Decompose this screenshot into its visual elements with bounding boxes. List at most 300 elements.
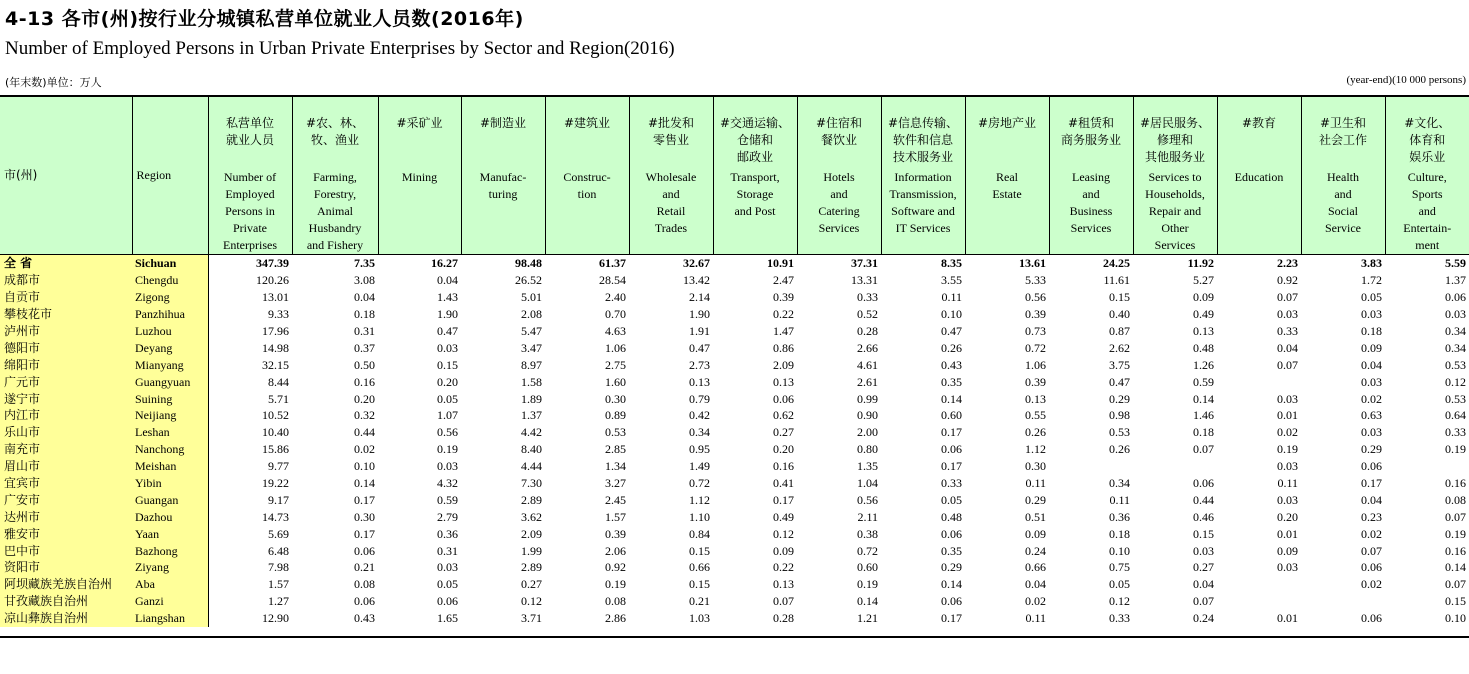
header-col-cn: #信息传输、 软件和信息 技术服务业 <box>887 116 959 164</box>
value-cell: 0.03 <box>1361 425 1382 440</box>
header-col-cn: #建筑业 <box>563 116 611 130</box>
region-name-en: Luzhou <box>132 323 208 340</box>
region-name-en: Yibin <box>132 475 208 492</box>
value-cell: 0.29 <box>1109 391 1130 406</box>
value-cell: 0.36 <box>1109 509 1130 524</box>
value-cell: 0.47 <box>941 324 962 338</box>
value-cell: 0.01 <box>1277 408 1298 423</box>
value-cell: 2.89 <box>521 492 542 507</box>
value-cell: 0.06 <box>773 391 794 406</box>
value-cell: 0.56 <box>437 425 458 440</box>
value-cell: 1.99 <box>521 543 542 558</box>
value-cell: 0.03 <box>1193 543 1214 558</box>
value-cell: 0.99 <box>857 391 878 406</box>
value-cell: 0.47 <box>437 324 458 338</box>
header-col-en: Manufac- turing <box>479 170 527 201</box>
header-col-cn: #居民服务、 修理和 其他服务业 <box>1139 116 1211 164</box>
value-cell: 4.32 <box>437 476 458 491</box>
region-name-cn: 甘孜藏族自治州 <box>0 593 132 610</box>
value-cell: 0.43 <box>941 357 962 372</box>
value-cell: 0.07 <box>1361 543 1382 558</box>
bottom-rule <box>0 636 1469 638</box>
value-cell: 0.03 <box>1277 492 1298 507</box>
value-cell: 0.39 <box>1025 374 1046 389</box>
value-cell: 0.63 <box>1361 408 1382 423</box>
header-col-en: Transport, Storage and Post <box>730 170 780 218</box>
value-cell: 0.33 <box>1277 324 1298 338</box>
value-cell: 0.06 <box>1445 290 1466 305</box>
value-cell: 0.44 <box>1193 492 1214 507</box>
value-cell <box>1049 458 1133 475</box>
value-cell: 0.02 <box>1277 425 1298 440</box>
value-cell: 0.30 <box>1025 459 1046 474</box>
value-cell: 1.03 <box>689 611 710 626</box>
value-cell: 0.56 <box>1025 290 1046 305</box>
value-cell: 13.42 <box>683 273 710 288</box>
value-cell: 37.31 <box>851 256 878 271</box>
value-cell: 0.07 <box>1445 509 1466 524</box>
table-row <box>0 255 1469 272</box>
region-name-en: Neijiang <box>132 407 208 424</box>
region-name-cn: 德阳市 <box>0 339 132 356</box>
value-cell: 5.27 <box>1193 273 1214 288</box>
value-cell: 61.37 <box>599 256 626 271</box>
value-cell: 15.86 <box>262 442 289 457</box>
value-cell: 1.89 <box>521 391 542 406</box>
value-cell: 7.98 <box>268 560 289 575</box>
value-cell: 5.33 <box>1025 273 1046 288</box>
value-cell: 1.46 <box>1193 408 1214 423</box>
value-cell: 10.40 <box>262 425 289 440</box>
value-cell: 1.90 <box>437 307 458 322</box>
value-cell: 6.48 <box>268 543 289 558</box>
header-col-en: Real Estate <box>992 170 1022 201</box>
header-col-cn: #文化、 体育和 娱乐业 <box>1404 116 1451 164</box>
value-cell: 0.27 <box>773 425 794 440</box>
value-cell: 0.60 <box>941 408 962 423</box>
header-col-3 <box>461 97 545 255</box>
region-name-cn: 泸州市 <box>0 323 132 340</box>
header-col-en: Leasing and Business Services <box>1069 170 1113 235</box>
value-cell: 0.17 <box>354 526 375 541</box>
value-cell: 0.01 <box>1277 526 1298 541</box>
value-cell: 0.02 <box>1025 594 1046 609</box>
value-cell: 0.39 <box>1025 307 1046 322</box>
table-row <box>0 339 1469 356</box>
table-row <box>0 356 1469 373</box>
value-cell: 0.38 <box>857 526 878 541</box>
value-cell: 2.66 <box>857 340 878 355</box>
header-col-5 <box>629 97 713 255</box>
value-cell: 13.31 <box>851 273 878 288</box>
value-cell: 0.39 <box>773 290 794 305</box>
value-cell: 1.65 <box>437 611 458 626</box>
value-cell: 0.03 <box>1277 459 1298 474</box>
value-cell: 7.30 <box>521 476 542 491</box>
region-name-en: Aba <box>132 576 208 593</box>
value-cell: 0.09 <box>773 543 794 558</box>
value-cell: 0.20 <box>437 374 458 389</box>
value-cell: 0.06 <box>354 594 375 609</box>
header-col-cn: #教育 <box>1241 116 1277 130</box>
header-col-8 <box>881 97 965 255</box>
value-cell: 0.19 <box>437 442 458 457</box>
value-cell: 0.35 <box>941 374 962 389</box>
value-cell: 0.27 <box>521 577 542 592</box>
value-cell: 0.53 <box>1109 425 1130 440</box>
value-cell: 1.34 <box>605 459 626 474</box>
table-row <box>0 373 1469 390</box>
value-cell: 2.89 <box>521 560 542 575</box>
table-row <box>0 475 1469 492</box>
value-cell: 0.20 <box>773 442 794 457</box>
region-name-cn: 阿坝藏族羌族自治州 <box>0 576 132 593</box>
value-cell: 0.40 <box>1109 307 1130 322</box>
value-cell: 2.40 <box>605 290 626 305</box>
table-row <box>0 525 1469 542</box>
value-cell: 24.25 <box>1103 256 1130 271</box>
header-col-en: Wholesale and Retail Trades <box>645 170 697 235</box>
header-col-cn: #批发和 零售业 <box>647 116 695 147</box>
value-cell: 8.40 <box>521 442 542 457</box>
region-name-en: Guangyuan <box>132 373 208 390</box>
value-cell: 1.12 <box>689 492 710 507</box>
value-cell: 0.15 <box>1109 290 1130 305</box>
region-name-cn: 乐山市 <box>0 424 132 441</box>
data-table <box>0 97 1469 627</box>
region-name-en: Guangan <box>132 491 208 508</box>
region-name-cn: 宜宾市 <box>0 475 132 492</box>
value-cell: 0.05 <box>437 391 458 406</box>
value-cell: 0.33 <box>1109 611 1130 626</box>
value-cell: 0.30 <box>354 509 375 524</box>
value-cell: 0.30 <box>605 391 626 406</box>
value-cell: 16.27 <box>431 256 458 271</box>
value-cell: 2.23 <box>1277 256 1298 271</box>
value-cell: 5.47 <box>521 324 542 338</box>
value-cell: 0.19 <box>1445 442 1466 457</box>
value-cell: 0.18 <box>1361 324 1382 338</box>
header-col-11 <box>1133 97 1217 255</box>
value-cell: 0.34 <box>1445 340 1466 355</box>
value-cell: 5.69 <box>268 526 289 541</box>
value-cell: 1.12 <box>1025 442 1046 457</box>
value-cell <box>1217 373 1301 390</box>
value-cell: 5.01 <box>521 290 542 305</box>
value-cell: 13.01 <box>262 290 289 305</box>
value-cell: 0.04 <box>1361 357 1382 372</box>
value-cell: 0.14 <box>857 594 878 609</box>
value-cell: 0.51 <box>1025 509 1046 524</box>
value-cell: 8.97 <box>521 357 542 372</box>
value-cell: 0.34 <box>689 425 710 440</box>
value-cell: 0.14 <box>941 391 962 406</box>
value-cell: 0.34 <box>1445 324 1466 338</box>
value-cell: 0.53 <box>1445 391 1466 406</box>
value-cell: 12.90 <box>262 611 289 626</box>
value-cell: 2.61 <box>857 374 878 389</box>
value-cell: 0.07 <box>1277 290 1298 305</box>
value-cell: 0.11 <box>1277 476 1298 491</box>
value-cell: 0.08 <box>354 577 375 592</box>
value-cell: 0.89 <box>605 408 626 423</box>
value-cell: 0.87 <box>1109 324 1130 338</box>
value-cell: 0.84 <box>689 526 710 541</box>
value-cell: 0.17 <box>1361 476 1382 491</box>
value-cell: 2.45 <box>605 492 626 507</box>
value-cell: 0.18 <box>1193 425 1214 440</box>
region-name-en: Leshan <box>132 424 208 441</box>
value-cell: 0.02 <box>354 442 375 457</box>
value-cell: 0.16 <box>354 374 375 389</box>
value-cell: 0.13 <box>773 577 794 592</box>
value-cell <box>1385 458 1469 475</box>
value-cell: 0.92 <box>605 560 626 575</box>
value-cell: 0.04 <box>1277 340 1298 355</box>
value-cell: 0.50 <box>354 357 375 372</box>
value-cell: 0.70 <box>605 307 626 322</box>
value-cell: 3.75 <box>1109 357 1130 372</box>
value-cell: 2.86 <box>605 611 626 626</box>
unit-note-cn: (年末数)单位：万人 <box>5 76 102 89</box>
table-row <box>0 424 1469 441</box>
value-cell: 0.05 <box>941 492 962 507</box>
value-cell: 0.17 <box>354 492 375 507</box>
value-cell: 0.48 <box>1193 340 1214 355</box>
value-cell: 0.01 <box>1277 611 1298 626</box>
header-col-en: Number of Employed Persons in Private Enterprises <box>223 170 277 252</box>
value-cell: 0.18 <box>354 307 375 322</box>
header-col-6 <box>713 97 797 255</box>
header-region: Region <box>132 97 208 255</box>
value-cell: 11.92 <box>1187 256 1214 271</box>
value-cell: 0.03 <box>1361 374 1382 389</box>
value-cell: 1.10 <box>689 509 710 524</box>
value-cell: 4.42 <box>521 425 542 440</box>
value-cell: 0.13 <box>689 374 710 389</box>
value-cell: 0.06 <box>437 594 458 609</box>
table-row <box>0 323 1469 340</box>
value-cell: 1.43 <box>437 290 458 305</box>
value-cell <box>1217 593 1301 610</box>
value-cell: 0.34 <box>1109 476 1130 491</box>
value-cell: 0.05 <box>1361 290 1382 305</box>
value-cell: 1.35 <box>857 459 878 474</box>
header-col-en: Information Transmission, Software and IT Services <box>889 170 957 235</box>
value-cell: 2.09 <box>521 526 542 541</box>
value-cell: 0.07 <box>773 594 794 609</box>
value-cell: 0.08 <box>1445 492 1466 507</box>
header-col-en: Hotels and Catering Services <box>818 170 860 235</box>
value-cell: 0.15 <box>437 357 458 372</box>
table-row <box>0 306 1469 323</box>
value-cell: 0.12 <box>1445 374 1466 389</box>
header-city: 市(州) <box>0 97 132 255</box>
region-name-cn: 凉山彝族自治州 <box>0 610 132 627</box>
unit-note-en: (year-end)(10 000 persons) <box>1346 74 1466 86</box>
value-cell: 0.29 <box>1361 442 1382 457</box>
value-cell: 0.10 <box>941 307 962 322</box>
header-col-1 <box>292 97 378 255</box>
region-name-cn: 巴中市 <box>0 542 132 559</box>
region-name-cn: 攀枝花市 <box>0 306 132 323</box>
region-name-cn: 遂宁市 <box>0 390 132 407</box>
value-cell: 0.48 <box>941 509 962 524</box>
region-name-en: Meishan <box>132 458 208 475</box>
value-cell: 2.85 <box>605 442 626 457</box>
region-name-cn: 资阳市 <box>0 559 132 576</box>
header-col-en: Mining <box>401 170 438 184</box>
value-cell: 0.17 <box>773 492 794 507</box>
value-cell: 0.12 <box>1109 594 1130 609</box>
region-name-cn: 雅安市 <box>0 525 132 542</box>
value-cell: 0.66 <box>1025 560 1046 575</box>
value-cell: 1.91 <box>689 324 710 338</box>
value-cell: 0.09 <box>1361 340 1382 355</box>
table-body <box>0 255 1469 627</box>
region-name-en: Yaan <box>132 525 208 542</box>
value-cell: 0.14 <box>1445 560 1466 575</box>
value-cell: 0.05 <box>1109 577 1130 592</box>
value-cell: 0.41 <box>773 476 794 491</box>
value-cell: 0.95 <box>689 442 710 457</box>
value-cell: 0.12 <box>773 526 794 541</box>
value-cell: 0.08 <box>605 594 626 609</box>
value-cell: 1.57 <box>605 509 626 524</box>
value-cell: 0.02 <box>1361 526 1382 541</box>
value-cell: 13.61 <box>1019 256 1046 271</box>
value-cell: 0.52 <box>857 307 878 322</box>
value-cell: 14.73 <box>262 509 289 524</box>
table-row <box>0 390 1469 407</box>
value-cell: 0.35 <box>941 543 962 558</box>
value-cell: 0.33 <box>1445 425 1466 440</box>
value-cell: 0.15 <box>1445 594 1466 609</box>
value-cell: 3.27 <box>605 476 626 491</box>
table-row <box>0 289 1469 306</box>
header-col-2 <box>378 97 461 255</box>
value-cell: 0.17 <box>941 459 962 474</box>
value-cell: 0.14 <box>354 476 375 491</box>
header-col-cn: #房地产业 <box>977 116 1037 130</box>
value-cell: 0.92 <box>1277 273 1298 288</box>
value-cell: 0.86 <box>773 340 794 355</box>
value-cell: 0.13 <box>1025 391 1046 406</box>
value-cell: 0.03 <box>437 560 458 575</box>
value-cell: 0.73 <box>1025 324 1046 338</box>
value-cell: 4.63 <box>605 324 626 338</box>
value-cell: 1.47 <box>773 324 794 338</box>
value-cell: 2.06 <box>605 543 626 558</box>
region-name-cn: 广元市 <box>0 373 132 390</box>
value-cell: 0.19 <box>1445 526 1466 541</box>
header-col-en: Culture, Sports and Entertain- ment <box>1403 170 1452 252</box>
region-name-cn: 自贡市 <box>0 289 132 306</box>
header-row <box>0 97 1469 255</box>
table-row <box>0 610 1469 627</box>
value-cell: 0.17 <box>941 611 962 626</box>
value-cell: 0.11 <box>1109 492 1130 507</box>
value-cell: 0.56 <box>857 492 878 507</box>
value-cell: 1.37 <box>1445 273 1466 288</box>
table-row <box>0 542 1469 559</box>
value-cell: 1.90 <box>689 307 710 322</box>
value-cell: 0.55 <box>1025 408 1046 423</box>
value-cell: 0.09 <box>1025 526 1046 541</box>
header-col-cn: #农、林、 牧、渔业 <box>305 116 365 147</box>
table-row <box>0 576 1469 593</box>
value-cell: 0.02 <box>1361 391 1382 406</box>
value-cell: 2.08 <box>521 307 542 322</box>
value-cell: 0.19 <box>857 577 878 592</box>
value-cell: 2.47 <box>773 273 794 288</box>
value-cell: 0.21 <box>354 560 375 575</box>
value-cell: 1.57 <box>268 577 289 592</box>
value-cell: 0.04 <box>437 273 458 288</box>
value-cell: 1.72 <box>1361 273 1382 288</box>
value-cell: 0.49 <box>773 509 794 524</box>
value-cell: 1.07 <box>437 408 458 423</box>
page-title-cn: 4-13 各市(州)按行业分城镇私营单位就业人员数(2016年) <box>5 8 524 30</box>
value-cell: 0.28 <box>857 324 878 338</box>
value-cell: 0.13 <box>773 374 794 389</box>
value-cell: 0.24 <box>1193 611 1214 626</box>
value-cell: 1.49 <box>689 459 710 474</box>
value-cell: 7.35 <box>354 256 375 271</box>
value-cell: 98.48 <box>515 256 542 271</box>
value-cell: 14.98 <box>262 340 289 355</box>
value-cell: 0.16 <box>1445 476 1466 491</box>
value-cell: 0.03 <box>1277 391 1298 406</box>
value-cell: 0.26 <box>1025 425 1046 440</box>
value-cell <box>1301 593 1385 610</box>
value-cell: 0.03 <box>437 340 458 355</box>
region-name-cn: 内江市 <box>0 407 132 424</box>
header-col-cn: #制造业 <box>479 116 527 130</box>
value-cell: 1.27 <box>268 594 289 609</box>
value-cell: 5.71 <box>268 391 289 406</box>
header-col-9 <box>965 97 1049 255</box>
value-cell: 1.37 <box>521 408 542 423</box>
value-cell: 0.31 <box>437 543 458 558</box>
value-cell: 0.18 <box>1109 526 1130 541</box>
value-cell: 0.66 <box>689 560 710 575</box>
value-cell: 0.72 <box>689 476 710 491</box>
value-cell: 32.67 <box>683 256 710 271</box>
value-cell: 19.22 <box>262 476 289 491</box>
header-col-cn: 私营单位 就业人员 <box>225 116 274 147</box>
header-col-cn: #住宿和 餐饮业 <box>815 116 863 147</box>
value-cell: 0.10 <box>1109 543 1130 558</box>
header-col-cn: #采矿业 <box>396 116 443 130</box>
value-cell: 0.42 <box>689 408 710 423</box>
value-cell: 0.75 <box>1109 560 1130 575</box>
value-cell: 0.07 <box>1277 357 1298 372</box>
table-row <box>0 272 1469 289</box>
value-cell: 0.02 <box>1361 577 1382 592</box>
value-cell: 0.04 <box>1193 577 1214 592</box>
value-cell: 0.47 <box>1109 374 1130 389</box>
value-cell: 28.54 <box>599 273 626 288</box>
value-cell: 0.10 <box>1445 611 1466 626</box>
region-name-en: Liangshan <box>132 610 208 627</box>
value-cell: 0.17 <box>941 425 962 440</box>
table-row <box>0 407 1469 424</box>
value-cell: 0.15 <box>1193 526 1214 541</box>
value-cell: 0.36 <box>437 526 458 541</box>
value-cell: 0.09 <box>1277 543 1298 558</box>
value-cell: 0.53 <box>1445 357 1466 372</box>
